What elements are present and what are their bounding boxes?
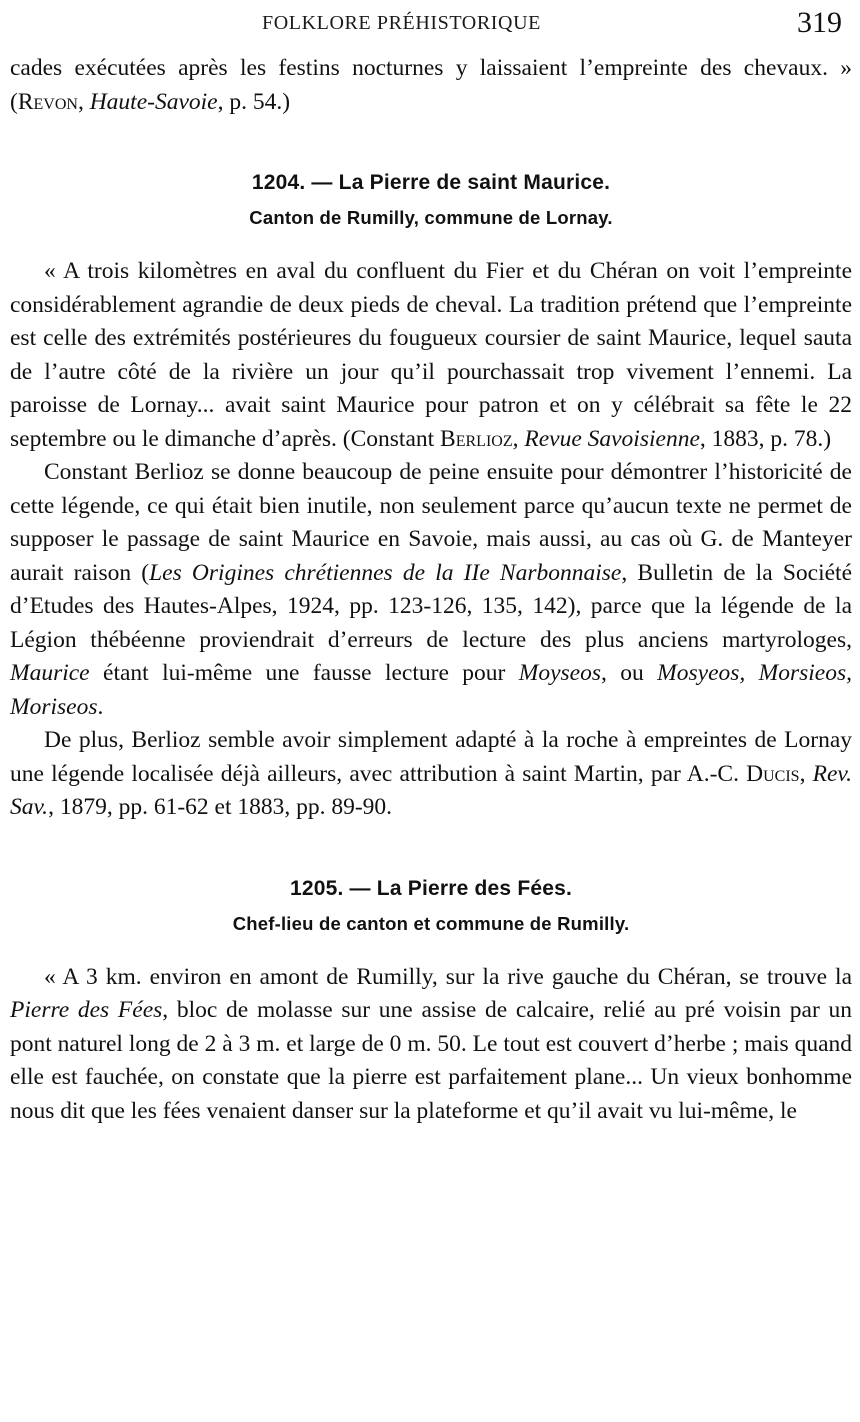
text-column — [10, 52, 852, 1128]
name-moyseos: Moyseos — [518, 660, 601, 686]
author-name-ducis: Ducis — [746, 760, 800, 787]
author-name-berlioz: Berlioz — [440, 425, 513, 452]
paragraph-quote-1205 — [10, 961, 852, 1129]
commentary-b-ref: , 1879, pp. 61-62 et 1883, pp. 89-90. — [48, 794, 393, 820]
section-subtitle-1204: Canton de Rumilly, commune de Lornay. — [249, 207, 613, 228]
work-title-haute-savoie: Haute-Savoie — [89, 88, 218, 115]
paragraph-carryover — [10, 52, 852, 119]
section-title-1205: La Pierre des Fées. — [376, 876, 573, 900]
name-maurice: Maurice — [10, 660, 90, 686]
quote-1205-text-1: « A 3 km. environ en amont de Rumilly, sur la rive gauche du Chéran, se trouve la — [44, 963, 852, 990]
section-number-1205: 1205. — [289, 876, 344, 900]
section-heading-1204 — [10, 171, 852, 195]
quote-text-1: « A trois kilomètres en aval du confluent du Fier et du Chéran on voit l’empreinte considérablement agrandie de deux pieds de cheval. La tradition prétend que l’empreinte est celle des extrémités postérieures du fougueux coursier de saint Maurice, lequel sauta de l’autre côté de la rivière un jour qu’il pourchassait trop vivement l’ennemi. La paroisse de Lornay... avait saint Maurice pour patron et on y célébrait sa fête le 22 septembre ou le dimanche d’après. (Constant — [10, 258, 852, 452]
section-title-1204: La Pierre de saint Maurice. — [338, 171, 611, 194]
running-head — [10, 6, 850, 52]
heading-spacer-2 — [10, 935, 852, 961]
paragraph-quote-1204 — [10, 255, 852, 456]
quote-sep-1: , — [512, 425, 525, 452]
journal-title-rev-sav: Rev. Sav. — [10, 760, 852, 820]
section-number-1204: 1204. — [251, 171, 306, 194]
section-dash-1205: — — [349, 876, 371, 900]
commentary-text-1: Constant Berlioz se donne beaucoup de peine ensuite pour démontrer l’historicité de cette légende, ce qui était bien inutile, non seulement parce qu’aucun texte ne permet de supposer le passage de saint Maurice en Savoie, mais aussi, au cas où G. de Manteyer aurait raison ( — [10, 459, 852, 586]
carryover-comma: , — [77, 88, 90, 115]
work-title-origines-chretiennes: Les Origines chrétiennes de la IIe Narbonnaise — [149, 559, 622, 586]
commentary-b-sep: , — [799, 760, 813, 787]
carryover-text-2: , p. 54.) — [217, 88, 291, 115]
running-head-title: FOLKLORE PRÉHISTORIQUE — [262, 12, 541, 34]
section-spacer — [10, 119, 852, 171]
commentary-b-text-1: De plus, Berlioz semble avoir simplement adapté à la roche à empreintes de Lornay une légende localisée déjà ailleurs, avec attribution à saint Martin, par A.-C. — [10, 727, 852, 787]
carryover-text-1: cades exécutées après les festins nocturnes y laissaient l’empreinte des chevaux. » ( — [10, 55, 852, 115]
journal-title-revue-savoisienne: Revue Savoisienne — [524, 425, 700, 452]
quote-ref-1: , 1883, p. 78.) — [699, 425, 832, 452]
commentary-text-5: . — [97, 693, 104, 720]
paragraph-commentary-1204-b — [10, 724, 852, 825]
section-heading-1205 — [10, 877, 852, 901]
heading-spacer — [10, 229, 852, 255]
commentary-text-4: , ou — [601, 660, 658, 686]
paragraph-commentary-1204 — [10, 456, 852, 724]
stone-name-pierre-des-fees: Pierre des Fées — [10, 997, 163, 1023]
name-variants: Mosyeos, Morsieos, Moriseos — [10, 660, 853, 720]
author-name-revon: Revon — [17, 88, 78, 115]
page-number: 319 — [797, 6, 842, 39]
commentary-text-3: étant lui-même une fausse lecture pour — [89, 660, 519, 686]
section-subtitle-1205: Chef-lieu de canton et commune de Rumilly. — [232, 912, 630, 934]
section-dash-1204: — — [311, 171, 333, 194]
quote-1205-text-2: , bloc de molasse sur une assise de calcaire, relié au pré voisin par un pont naturel long de 2 à 3 m. et large de 0 m. 50. Le tout est couvert d’herbe ; mais quand elle est fauchée, on constate que la pierre est parfaitement plane... Un vieux bonhomme nous dit que les fées venaient danser sur la plateforme et qu’il avait vu lui-même, le — [10, 997, 852, 1124]
commentary-text-2: , Bulletin de la Société d’Etudes des Hautes-Alpes, 1924, pp. 123-126, 135, 142), parce que la légende de la Légion thébéenne proviendrait d’erreurs de lecture des plus anciens martyrologes, — [10, 559, 852, 653]
section-spacer-2 — [10, 825, 852, 877]
